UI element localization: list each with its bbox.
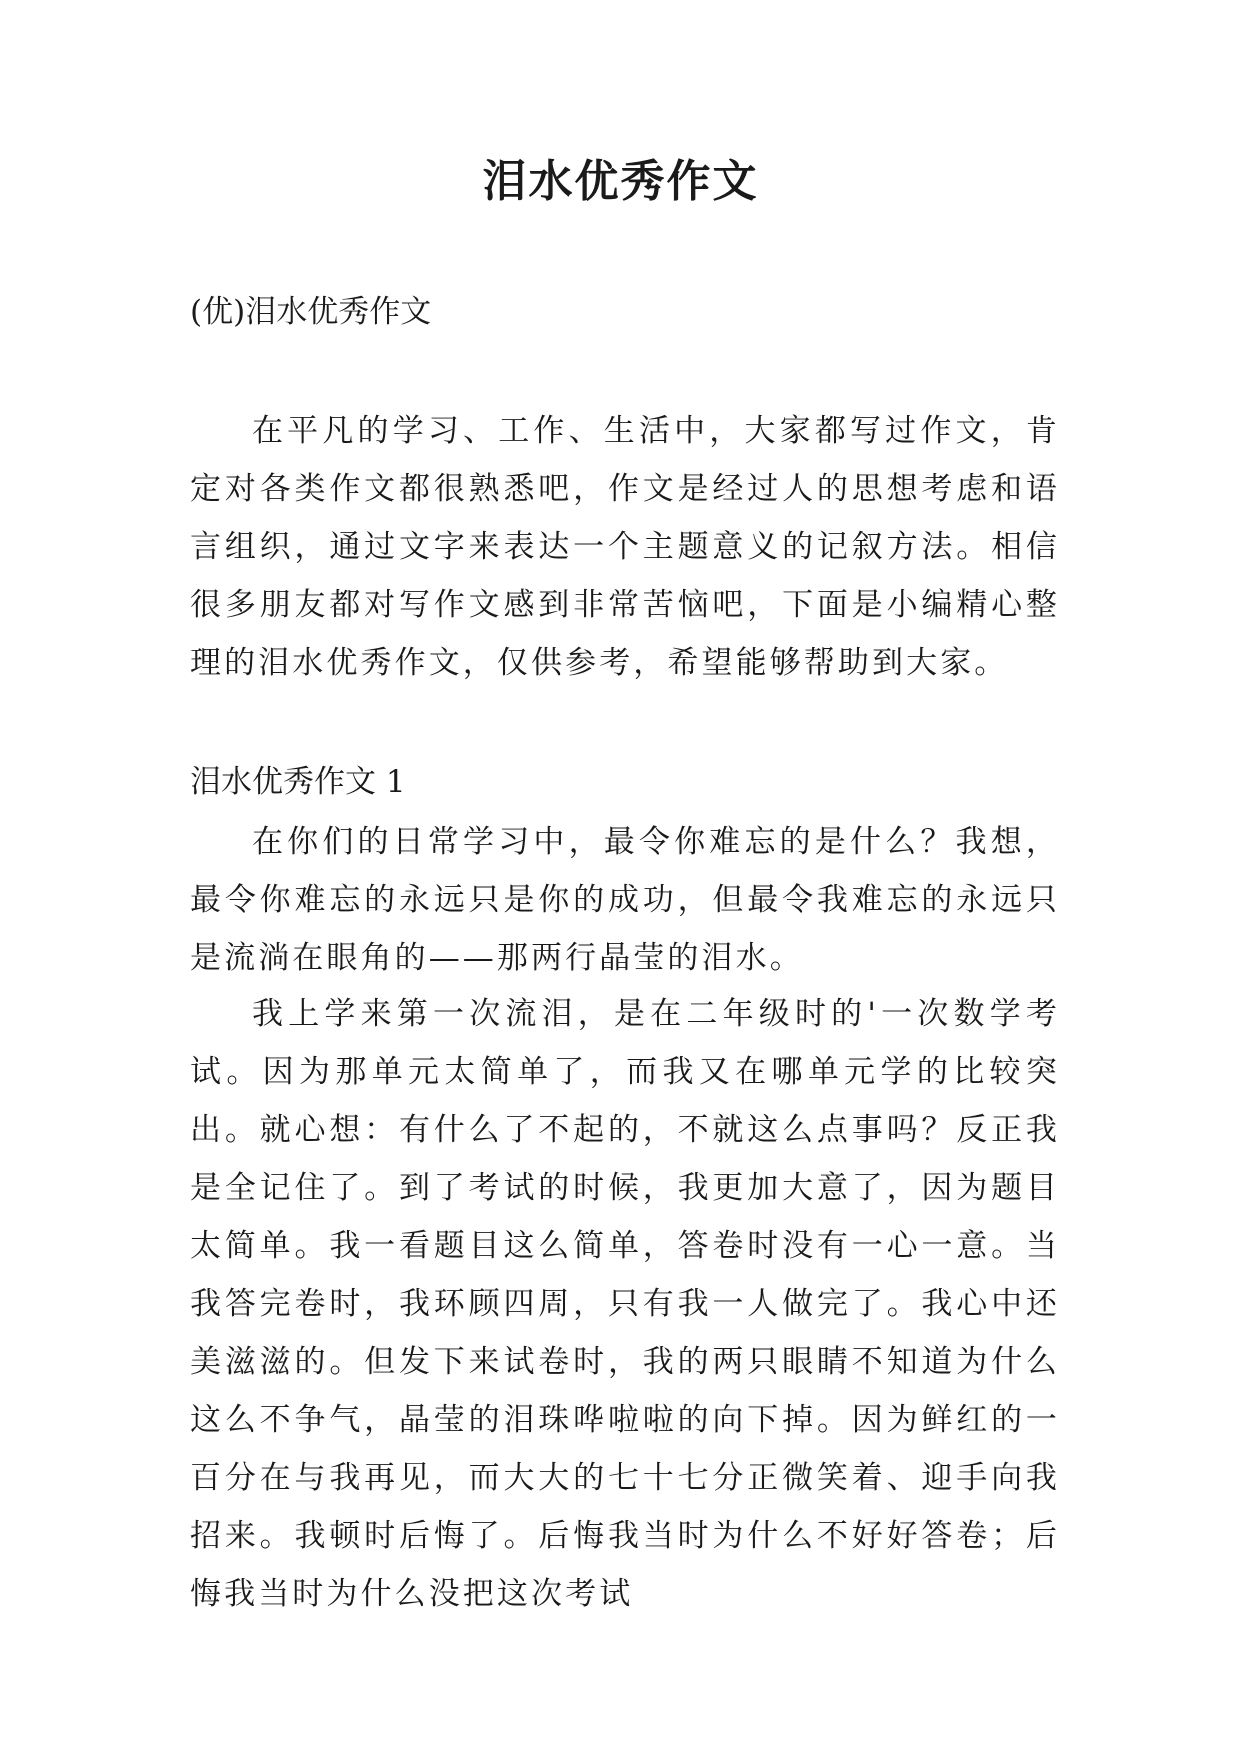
document-subtitle: (优)泪水优秀作文 [190,294,432,330]
body-paragraph: 在你们的日常学习中，最令你难忘的是什么？我想，最令你难忘的永远只是你的成功，但最令我难忘的永远只是流淌在眼角的——那两行晶莹的泪水。 [190,824,1060,976]
document-title: 泪水优秀作文 [482,156,759,207]
body-paragraph: 我上学来第一次流泪，是在二年级时的'一次数学考试。因为那单元太简单了，而我又在哪单元学的比较突出。就心想：有什么了不起的，不就这么点事吗？反正我是全记住了。到了考试的时候，我更加大意了，因为题目太简单。我一看题目这么简单，答卷时没有一心一意。当我答完卷时，我环顾四周，只有我一人做完了。我心中还美滋滋的。但发下来试卷时，我的两只眼睛不知道为什么这么不争气，晶莹的泪珠哗啦啦的向下掉。因为鲜红的一百分在与我再见，而大大的七十七分正微笑着、迎手向我招来。我顿时后悔了。后悔我当时为什么不好好答卷；后悔我当时为什么没把这次考试 [190,996,1060,1612]
intro-paragraph: 在平凡的学习、工作、生活中，大家都写过作文，肯定对各类作文都很熟悉吧，作文是经过人的思想考虑和语言组织，通过文字来表达一个主题意义的记叙方法。相信很多朋友都对写作文感到非常苦恼吧，下面是小编精心整理的泪水优秀作文，仅供参考，希望能够帮助到大家。 [190,413,1060,681]
section-heading: 泪水优秀作文 1 [190,764,406,800]
